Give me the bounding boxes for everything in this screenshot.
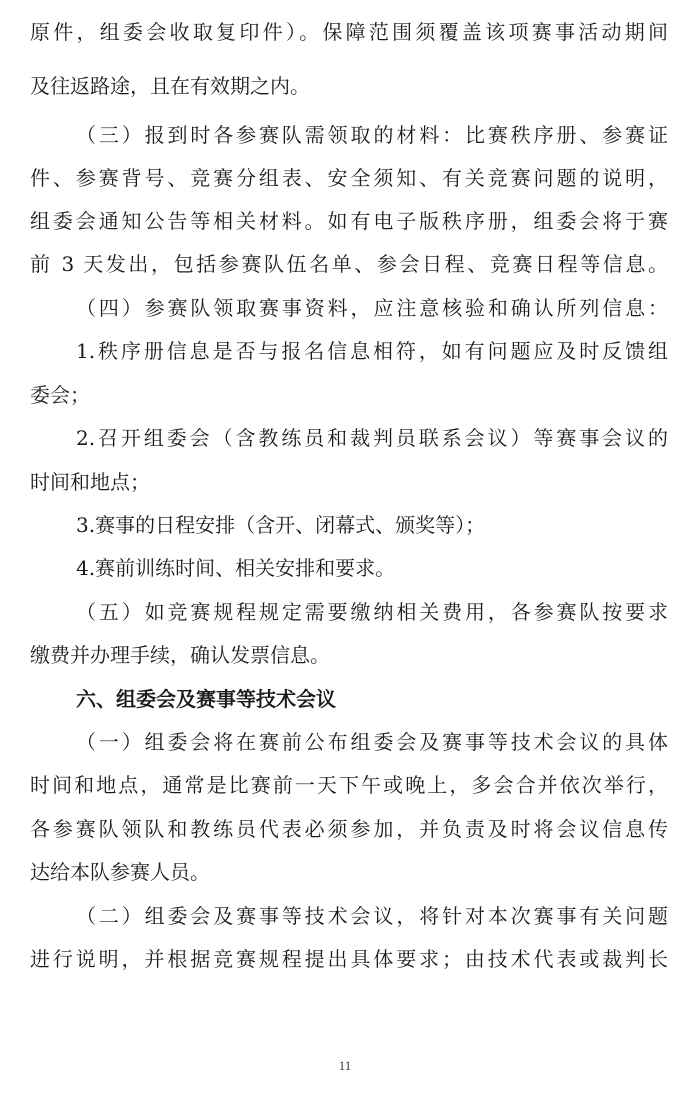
paragraph-line: （三）报到时各参赛队需领取的材料：比赛秩序册、参赛证 [76,123,668,147]
paragraph-line: （一）组委会将在赛前公布组委会及赛事等技术会议的具体 [76,730,668,754]
paragraph-line: （二）组委会及赛事等技术会议，将针对本次赛事有关问题 [76,904,668,928]
paragraph-line: （四）参赛队领取赛事资料，应注意核验和确认所列信息： [76,296,668,320]
paragraph-line: 原件，组委会收取复印件）。保障范围须覆盖该项赛事活动期间 [30,20,668,44]
list-item-line: 委会； [30,383,90,407]
list-item-line: 时间和地点； [30,470,150,494]
paragraph-line: 件、参赛背号、竞赛分组表、安全须知、有关竞赛问题的说明， [30,166,668,190]
paragraph-line: （五）如竞赛规程规定需要缴纳相关费用，各参赛队按要求 [76,600,668,624]
paragraph-line: 前 3 天发出，包括参赛队伍名单、参会日程、竞赛日程等信息。 [30,252,668,276]
paragraph-line: 各参赛队领队和教练员代表必须参加，并负责及时将会议信息传 [30,817,668,841]
list-item-line: 2.召开组委会（含教练员和裁判员联系会议）等赛事会议的 [76,426,668,450]
paragraph-line: 缴费并办理手续，确认发票信息。 [30,643,330,667]
list-item-line: 4.赛前训练时间、相关安排和要求。 [76,556,396,580]
paragraph-line: 及往返路途，且在有效期之内。 [30,74,310,98]
section-heading: 六、组委会及赛事等技术会议 [76,687,336,711]
paragraph-line: 达给本队参赛人员。 [30,860,210,884]
page-number: 11 [338,1058,352,1073]
list-item-line: 3.赛事的日程安排（含开、闭幕式、颁奖等）； [76,513,486,537]
paragraph-line: 组委会通知公告等相关材料。如有电子版秩序册，组委会将于赛 [30,209,668,233]
paragraph-line: 时间和地点，通常是比赛前一天下午或晚上，多会合并依次举行， [30,773,668,797]
paragraph-line: 进行说明，并根据竞赛规程提出具体要求；由技术代表或裁判长 [30,947,668,971]
list-item-line: 1.秩序册信息是否与报名信息相符，如有问题应及时反馈组 [76,339,668,363]
